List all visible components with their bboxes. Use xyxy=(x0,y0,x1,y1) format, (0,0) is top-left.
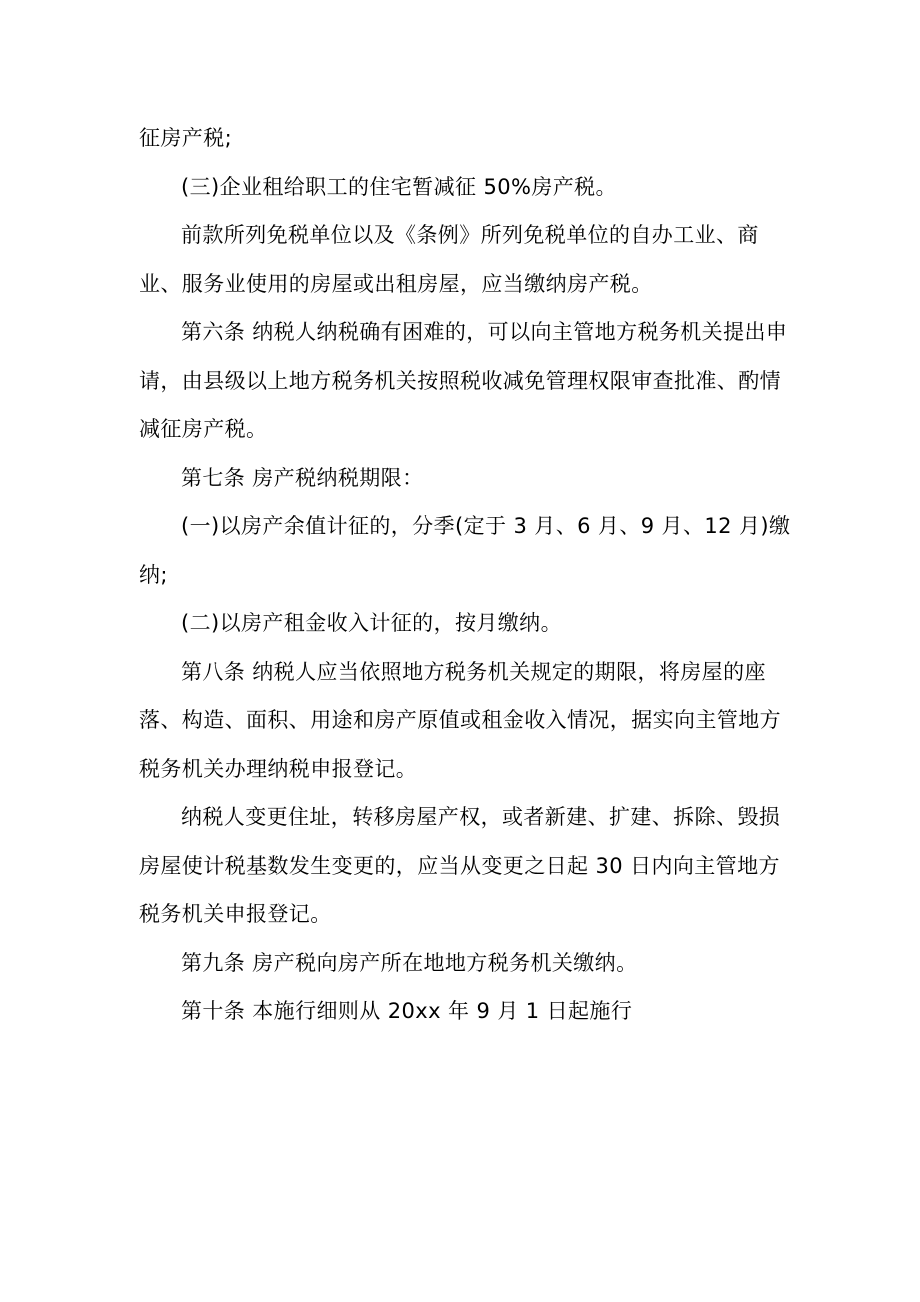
paragraph-item-one: (一)以房产余值计征的，分季(定于 3 月、6 月、9 月、12 月)缴纳; xyxy=(139,514,791,587)
paragraph-item-three: (三)企业租给职工的住宅暂减征 50%房产税。 xyxy=(181,174,617,199)
paragraph-article-six: 第六条 纳税人纳税确有困难的，可以向主管地方税务机关提出申请，由县级以上地方税务机关按照税收减免管理权限审查批准、酌情减征房产税。 xyxy=(139,320,788,441)
paragraph-item-two: (二)以房产租金收入计征的，按月缴纳。 xyxy=(181,611,562,635)
paragraph-article-eight: 第八条 纳税人应当依照地方税务机关规定的期限，将房屋的座落、构造、面积、用途和房产原值或租金收入情况，据实向主管地方税务机关办理纳税申报登记。 xyxy=(139,659,781,781)
document-body xyxy=(139,114,801,1036)
paragraph-change-registration: 纳税人变更住址，转移房屋产权，或者新建、扩建、拆除、毁损房屋使计税基数发生变更的，应当从变更之日起 30 日内向主管地方税务机关申报登记。 xyxy=(139,805,781,926)
paragraph-article-ten: 第十条 本施行细则从 20xx 年 9 月 1 日起施行 xyxy=(181,999,633,1023)
paragraph-exempt-units: 前款所列免税单位以及《条例》所列免税单位的自办工业、商业、服务业使用的房屋或出租房屋，应当缴纳房产税。 xyxy=(139,223,759,296)
paragraph-article-seven: 第七条 房产税纳税期限： xyxy=(181,465,424,490)
paragraph-article-nine: 第九条 房产税向房产所在地地方税务机关缴纳。 xyxy=(181,950,638,975)
paragraph-continuation: 征房产税; xyxy=(139,126,233,150)
